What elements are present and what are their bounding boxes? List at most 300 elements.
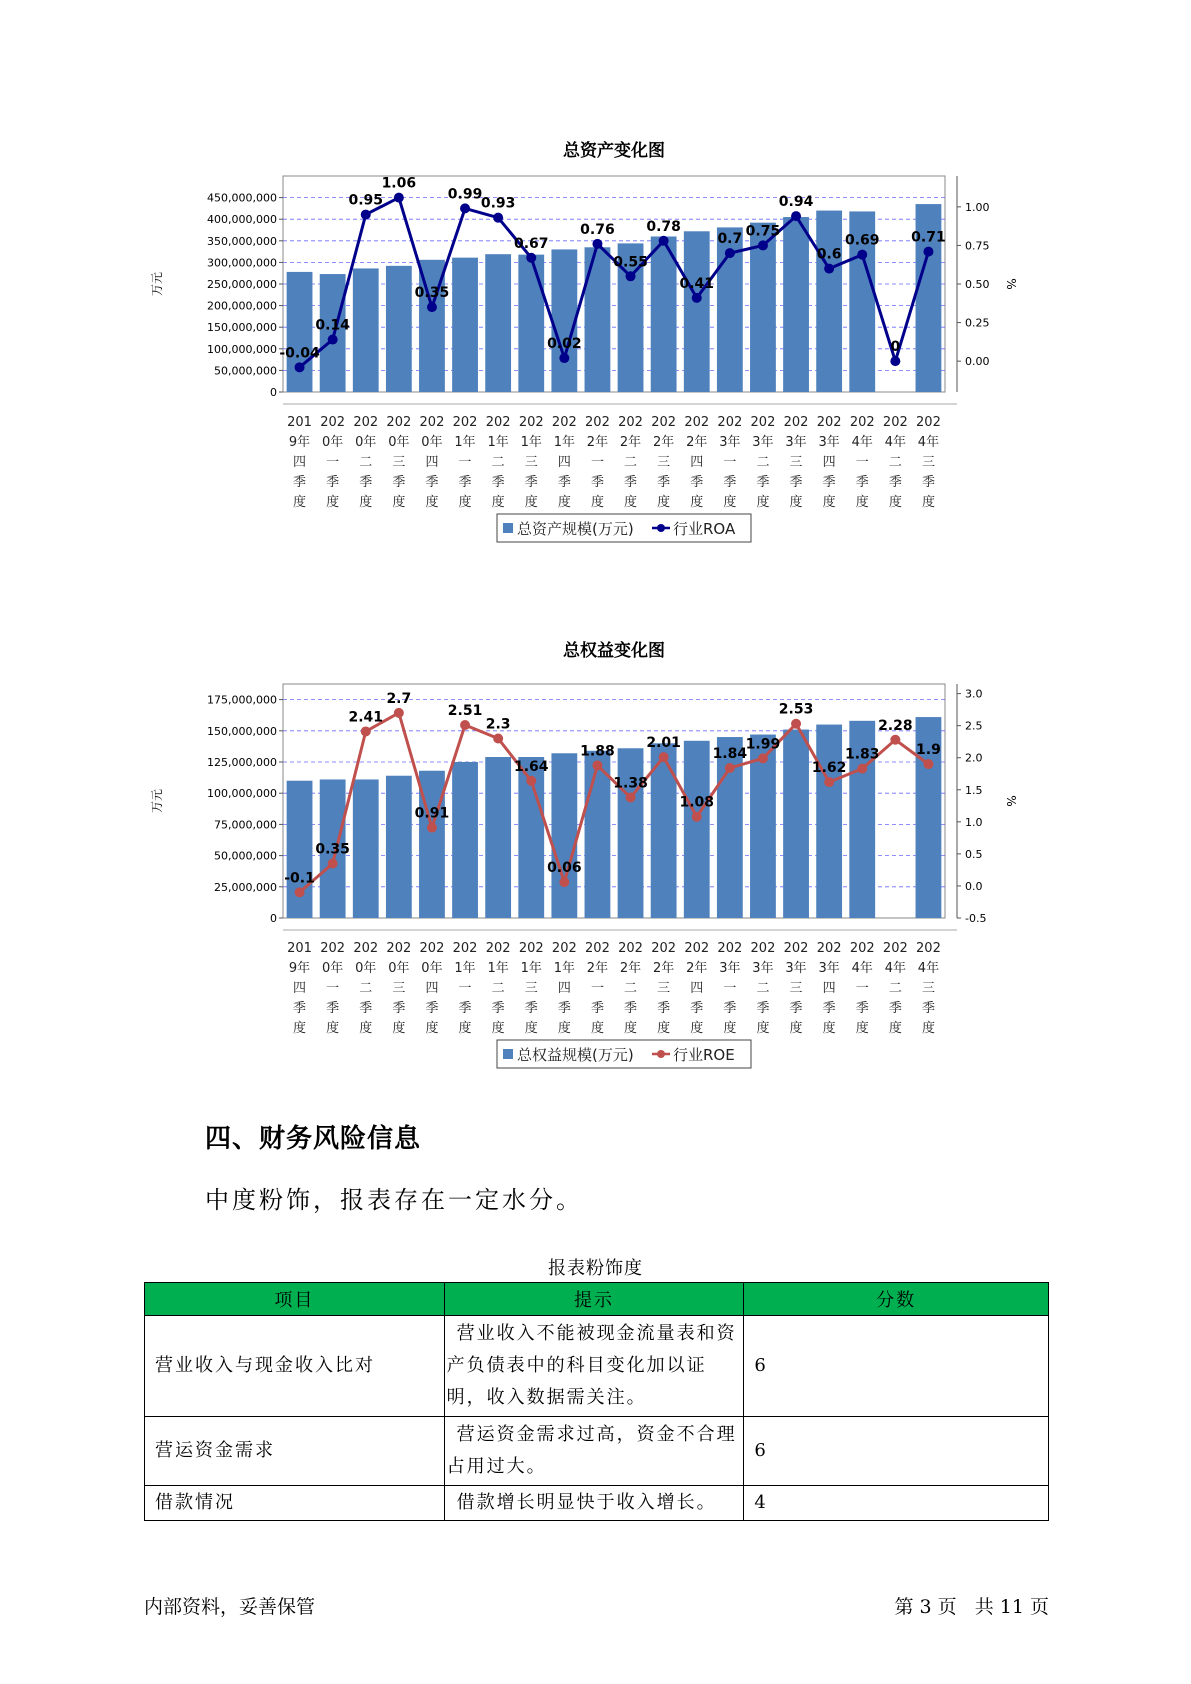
data-label: 0.35 (414, 285, 450, 302)
x-tick-line: 0年 (388, 435, 410, 450)
cell-item: 营业收入与现金收入比对 (145, 1316, 445, 1417)
y-tick-label: 250,000,000 (207, 278, 277, 291)
x-tick-line: 度 (458, 1021, 472, 1036)
x-tick-line: 4年 (917, 961, 940, 976)
data-label: 0.02 (547, 336, 582, 353)
x-tick-line: 季 (657, 1001, 671, 1016)
x-tick-line: 202 (618, 415, 643, 430)
series-point (725, 763, 735, 773)
x-tick-line: 202 (651, 941, 677, 956)
x-tick-label (585, 941, 610, 1036)
x-tick-line: 季 (888, 475, 902, 490)
y-tick-label: 450,000,000 (207, 191, 277, 205)
bar (551, 249, 577, 392)
data-label: 1.06 (381, 175, 417, 192)
total-equity-chart (150, 640, 1060, 1100)
x-tick-line: 3年 (752, 435, 774, 450)
x-tick-line: 季 (789, 475, 803, 490)
bar (816, 211, 842, 392)
x-tick-line: 季 (326, 475, 340, 490)
x-tick-label (486, 941, 511, 1036)
data-label: 2.51 (447, 703, 483, 720)
x-tick-label (386, 415, 411, 510)
y2-tick-label: -0.5 (965, 912, 987, 925)
x-tick-line: 202 (882, 415, 908, 430)
data-label: 1.08 (679, 794, 715, 811)
x-tick-line: 0年 (388, 961, 410, 976)
x-tick-line: 一 (723, 455, 737, 470)
x-tick-line: 季 (293, 475, 307, 490)
x-tick-line: 度 (491, 495, 505, 510)
table-caption: 报表粉饰度 (548, 1258, 643, 1279)
data-label: 0.7 (717, 231, 743, 248)
x-tick-line: 度 (756, 1021, 770, 1036)
series-point (526, 776, 536, 786)
x-tick-label (353, 415, 378, 510)
x-tick-line: 9年 (288, 961, 311, 976)
x-tick-label (552, 941, 577, 1036)
x-tick-line: 4年 (917, 435, 940, 450)
x-tick-line: 2年 (586, 961, 609, 976)
x-tick-line: 季 (524, 475, 538, 490)
data-label: 0.06 (547, 860, 582, 877)
legend-line-marker (657, 1050, 665, 1058)
footer-left: 内部资料，妥善保管 (144, 1596, 316, 1618)
x-tick-label (717, 941, 742, 1036)
data-label: 1.99 (745, 736, 781, 753)
data-label: 0.71 (911, 229, 946, 246)
x-tick-line: 1年 (520, 961, 542, 976)
x-tick-line: 四 (690, 981, 704, 996)
bar (452, 258, 478, 392)
x-tick-label (684, 941, 709, 1036)
table-row (145, 1316, 1049, 1417)
x-tick-line: 度 (822, 495, 836, 510)
x-tick-label (386, 941, 411, 1036)
y2-axis-label: % (1004, 278, 1018, 290)
y2-tick-label: 0.25 (965, 316, 990, 330)
data-label: 0.99 (447, 186, 483, 203)
x-tick-line: 四 (822, 455, 836, 470)
x-tick-line: 202 (717, 415, 743, 430)
x-tick-label (420, 941, 445, 1036)
x-tick-line: 季 (723, 1001, 737, 1016)
series-point (824, 264, 834, 274)
series-point (659, 752, 669, 762)
x-tick-line: 202 (518, 941, 544, 956)
series-point (592, 760, 602, 770)
x-tick-label (651, 415, 676, 510)
x-tick-label (817, 941, 842, 1036)
x-tick-label (916, 415, 941, 510)
series-point (328, 859, 338, 869)
header-score: 分数 (744, 1283, 1049, 1316)
total-assets-chart (150, 140, 1060, 600)
x-tick-label (552, 415, 577, 510)
data-label: 1.84 (712, 745, 748, 762)
y2-tick-label: 0.00 (965, 355, 990, 369)
x-tick-line: 1年 (487, 435, 509, 450)
x-tick-line: 度 (624, 1021, 638, 1036)
x-tick-line: 一 (458, 981, 472, 996)
x-tick-line: 202 (882, 941, 908, 956)
x-tick-line: 二 (491, 455, 505, 470)
x-tick-line: 二 (888, 981, 902, 996)
x-tick-line: 0年 (421, 961, 443, 976)
x-tick-line: 202 (684, 941, 710, 956)
y-tick-label: 350,000,000 (207, 234, 277, 248)
x-tick-line: 202 (353, 415, 379, 430)
x-tick-line: 季 (359, 1001, 373, 1016)
legend-line-marker (657, 524, 665, 532)
x-tick-line: 202 (651, 415, 677, 430)
x-tick-line: 202 (419, 415, 445, 430)
chart-title: 总资产变化图 (563, 141, 665, 161)
y-tick-label: 25,000,000 (214, 880, 277, 894)
total-equity-chart-svg (150, 640, 1060, 1100)
x-tick-line: 三 (392, 455, 406, 470)
series-point (361, 726, 371, 736)
data-label: 0.14 (315, 317, 350, 334)
y-tick-label: 200,000,000 (207, 299, 277, 313)
x-tick-line: 季 (491, 475, 505, 490)
series-point (692, 812, 702, 822)
x-tick-line: 1年 (553, 435, 575, 450)
series-point (427, 302, 437, 312)
x-tick-line: 季 (624, 1001, 638, 1016)
bar (353, 779, 379, 918)
x-tick-line: 度 (690, 1021, 704, 1036)
x-tick-line: 度 (921, 495, 935, 510)
x-tick-label (751, 941, 776, 1036)
x-tick-line: 202 (849, 415, 875, 430)
x-tick-line: 季 (690, 1001, 704, 1016)
x-tick-line: 202 (320, 941, 346, 956)
x-tick-line: 202 (419, 941, 445, 956)
x-tick-line: 季 (458, 1001, 472, 1016)
data-label: -0.1 (284, 870, 315, 887)
data-label: 0.94 (778, 194, 814, 211)
y2-tick-label: 1.5 (965, 783, 983, 797)
x-tick-line: 度 (491, 1021, 505, 1036)
x-tick-line: 1年 (487, 961, 509, 976)
x-tick-label (287, 415, 312, 510)
cell-hint: 借款增长明显快于收入增长。 (444, 1486, 744, 1521)
x-tick-label (519, 941, 544, 1036)
data-label: 2.28 (878, 717, 913, 734)
x-tick-line: 二 (756, 455, 770, 470)
x-tick-line: 度 (425, 1021, 439, 1036)
series-point (295, 887, 305, 897)
risk-table (144, 1282, 1049, 1521)
y-tick-label: 150,000,000 (207, 724, 277, 738)
bar (287, 781, 313, 918)
data-label: 0.35 (315, 841, 350, 858)
y-tick-label: 100,000,000 (207, 342, 277, 356)
x-tick-line: 一 (855, 455, 869, 470)
x-tick-label (420, 415, 445, 510)
legend-bar-swatch (503, 1049, 513, 1059)
data-label: 0.93 (480, 195, 516, 212)
x-tick-line: 202 (353, 941, 379, 956)
data-label: 0.75 (745, 223, 781, 240)
series-point (890, 356, 900, 366)
data-label: 0.78 (646, 218, 681, 235)
y-tick-label: 400,000,000 (207, 213, 277, 227)
x-tick-line: 二 (756, 981, 770, 996)
x-tick-label (817, 415, 842, 510)
x-tick-line: 二 (491, 981, 505, 996)
series-point (559, 877, 569, 887)
x-tick-line: 202 (452, 415, 478, 430)
x-tick-line: 201 (287, 941, 312, 956)
series-point (460, 203, 470, 213)
x-tick-line: 四 (293, 455, 307, 470)
x-tick-line: 度 (789, 1021, 803, 1036)
x-tick-line: 度 (326, 1021, 340, 1036)
series-point (791, 211, 801, 221)
x-tick-line: 0年 (322, 961, 344, 976)
x-tick-line: 季 (359, 475, 373, 490)
x-tick-label (287, 941, 312, 1036)
series-point (659, 236, 669, 246)
x-tick-line: 度 (557, 495, 571, 510)
y2-tick-label: 1.0 (965, 815, 983, 829)
x-tick-line: 季 (789, 1001, 803, 1016)
series-point (923, 247, 933, 257)
x-tick-line: 度 (723, 1021, 737, 1036)
cell-item: 借款情况 (145, 1486, 445, 1521)
x-tick-label (784, 941, 809, 1036)
x-tick-label (850, 415, 875, 510)
x-tick-label (883, 415, 908, 510)
footer-page-number: 第 3 页 共 11 页 (894, 1596, 1049, 1618)
bar (551, 753, 577, 918)
x-tick-line: 三 (392, 981, 406, 996)
x-tick-line: 季 (590, 475, 604, 490)
series-point (692, 293, 702, 303)
y-tick-label: 50,000,000 (214, 849, 277, 863)
data-label: 0.67 (513, 235, 549, 252)
x-tick-line: 202 (684, 415, 710, 430)
x-tick-line: 三 (789, 455, 803, 470)
x-tick-line: 202 (849, 941, 875, 956)
x-tick-line: 202 (551, 941, 577, 956)
x-tick-line: 四 (293, 981, 307, 996)
series-point (725, 248, 735, 258)
bar (287, 272, 313, 392)
section-heading: 四、财务风险信息 (205, 1124, 422, 1154)
legend-bar-label: 总资产规模(万元) (517, 520, 634, 538)
x-tick-line: 季 (557, 1001, 571, 1016)
bar (386, 266, 412, 392)
x-tick-line: 三 (921, 981, 935, 996)
x-tick-label (618, 941, 643, 1036)
series-point (427, 823, 437, 833)
x-tick-line: 1年 (520, 435, 542, 450)
x-tick-line: 4年 (884, 961, 906, 976)
x-tick-label (883, 941, 908, 1036)
series-point (758, 240, 768, 250)
x-tick-line: 一 (590, 455, 604, 470)
y-tick-label: 175,000,000 (207, 693, 277, 707)
data-label: 1.38 (613, 775, 648, 792)
x-tick-line: 三 (921, 455, 935, 470)
series-point (758, 753, 768, 763)
x-tick-line: 一 (326, 455, 340, 470)
y2-axis-label: % (1004, 795, 1018, 807)
x-tick-label (320, 415, 345, 510)
legend-line-label: 行业ROE (673, 1046, 735, 1064)
x-tick-line: 季 (392, 475, 406, 490)
data-label: 2.7 (386, 690, 412, 707)
series-point (857, 764, 867, 774)
x-tick-line: 季 (425, 1001, 439, 1016)
series-point (493, 733, 503, 743)
x-tick-line: 三 (657, 981, 671, 996)
x-tick-line: 季 (822, 475, 836, 490)
x-tick-line: 202 (585, 941, 610, 956)
x-tick-line: 度 (590, 1021, 604, 1036)
x-tick-line: 一 (590, 981, 604, 996)
y2-tick-label: 3.0 (965, 687, 983, 701)
x-tick-line: 202 (452, 941, 478, 956)
bar (485, 757, 511, 918)
x-tick-line: 2年 (686, 961, 708, 976)
table-row (145, 1486, 1049, 1521)
x-tick-line: 季 (590, 1001, 604, 1016)
x-tick-line: 二 (624, 455, 638, 470)
x-tick-line: 201 (287, 415, 312, 430)
x-tick-line: 4年 (884, 435, 906, 450)
x-tick-line: 度 (921, 1021, 935, 1036)
legend-bar-swatch (503, 523, 513, 533)
x-tick-line: 季 (855, 475, 869, 490)
data-label: 1.9 (916, 742, 941, 759)
x-tick-line: 季 (921, 1001, 935, 1016)
x-tick-label (519, 415, 544, 510)
cell-hint: 营运资金需求过高，资金不合理占用过大。 (444, 1417, 744, 1486)
x-tick-line: 202 (585, 415, 610, 430)
y2-tick-label: 0.75 (965, 239, 990, 253)
series-point (394, 193, 404, 203)
x-tick-line: 季 (425, 475, 439, 490)
x-tick-line: 0年 (421, 435, 443, 450)
bar (816, 725, 842, 918)
data-label: 0.6 (816, 246, 842, 263)
series-point (592, 239, 602, 249)
x-tick-line: 季 (657, 475, 671, 490)
bar (353, 268, 379, 392)
x-tick-line: 2年 (653, 435, 675, 450)
legend-line-label: 行业ROA (673, 520, 736, 538)
bar (783, 217, 809, 392)
y-tick-label: 0 (270, 912, 277, 925)
x-tick-label (453, 415, 478, 510)
x-tick-line: 一 (855, 981, 869, 996)
y-axis-label: 万元 (150, 271, 164, 297)
y-tick-label: 50,000,000 (214, 364, 277, 378)
x-tick-label (618, 415, 643, 510)
y2-tick-label: 0.0 (965, 879, 983, 893)
series-point (295, 362, 305, 372)
header-item: 项目 (145, 1283, 445, 1316)
x-tick-line: 202 (386, 941, 412, 956)
x-tick-line: 3年 (719, 961, 741, 976)
x-tick-line: 202 (618, 941, 643, 956)
x-tick-line: 202 (783, 941, 809, 956)
x-tick-line: 度 (888, 1021, 902, 1036)
x-tick-line: 季 (921, 475, 935, 490)
table-row (145, 1417, 1049, 1486)
y-tick-label: 125,000,000 (207, 756, 277, 769)
x-tick-line: 三 (524, 455, 538, 470)
x-tick-line: 三 (657, 455, 671, 470)
data-label: 0.55 (613, 254, 648, 271)
data-label: 0.69 (844, 232, 880, 249)
x-tick-label (784, 415, 809, 510)
x-tick-line: 3年 (818, 961, 840, 976)
bar (651, 236, 677, 392)
x-tick-line: 0年 (322, 435, 344, 450)
series-point (791, 719, 801, 729)
x-tick-line: 202 (386, 415, 412, 430)
x-tick-label (684, 415, 709, 510)
x-tick-line: 3年 (785, 961, 807, 976)
x-tick-line: 度 (524, 495, 538, 510)
series-point (361, 210, 371, 220)
x-tick-line: 四 (425, 455, 439, 470)
table-header-row (145, 1283, 1049, 1316)
x-tick-label (453, 941, 478, 1036)
x-tick-line: 季 (855, 1001, 869, 1016)
x-tick-line: 二 (888, 455, 902, 470)
x-tick-line: 2年 (653, 961, 675, 976)
series-point (626, 792, 636, 802)
x-tick-line: 季 (524, 1001, 538, 1016)
x-tick-line: 202 (717, 941, 743, 956)
bar (485, 254, 511, 392)
x-tick-line: 度 (392, 1021, 406, 1036)
x-tick-line: 度 (293, 495, 307, 510)
x-tick-line: 季 (624, 475, 638, 490)
x-tick-label (486, 415, 511, 510)
x-tick-line: 0年 (355, 961, 377, 976)
x-tick-line: 四 (557, 455, 571, 470)
x-tick-line: 一 (458, 455, 472, 470)
x-tick-line: 季 (690, 475, 704, 490)
x-tick-label (751, 415, 776, 510)
x-tick-line: 202 (816, 415, 842, 430)
x-tick-line: 202 (816, 941, 842, 956)
series-point (824, 777, 834, 787)
x-tick-line: 2年 (686, 435, 708, 450)
data-label: 0.91 (414, 805, 450, 822)
x-tick-line: 季 (458, 475, 472, 490)
x-tick-line: 季 (723, 475, 737, 490)
bar (684, 231, 710, 392)
x-tick-line: 度 (855, 495, 869, 510)
x-tick-line: 4年 (851, 435, 873, 450)
y-tick-label: 75,000,000 (214, 818, 277, 832)
legend-bar-label: 总权益规模(万元) (517, 1046, 634, 1064)
x-tick-line: 季 (756, 475, 770, 490)
y2-tick-label: 2.5 (965, 719, 983, 733)
x-tick-line: 度 (657, 1021, 671, 1036)
y2-tick-label: 0.5 (965, 847, 983, 861)
x-tick-line: 季 (822, 1001, 836, 1016)
x-tick-line: 季 (392, 1001, 406, 1016)
